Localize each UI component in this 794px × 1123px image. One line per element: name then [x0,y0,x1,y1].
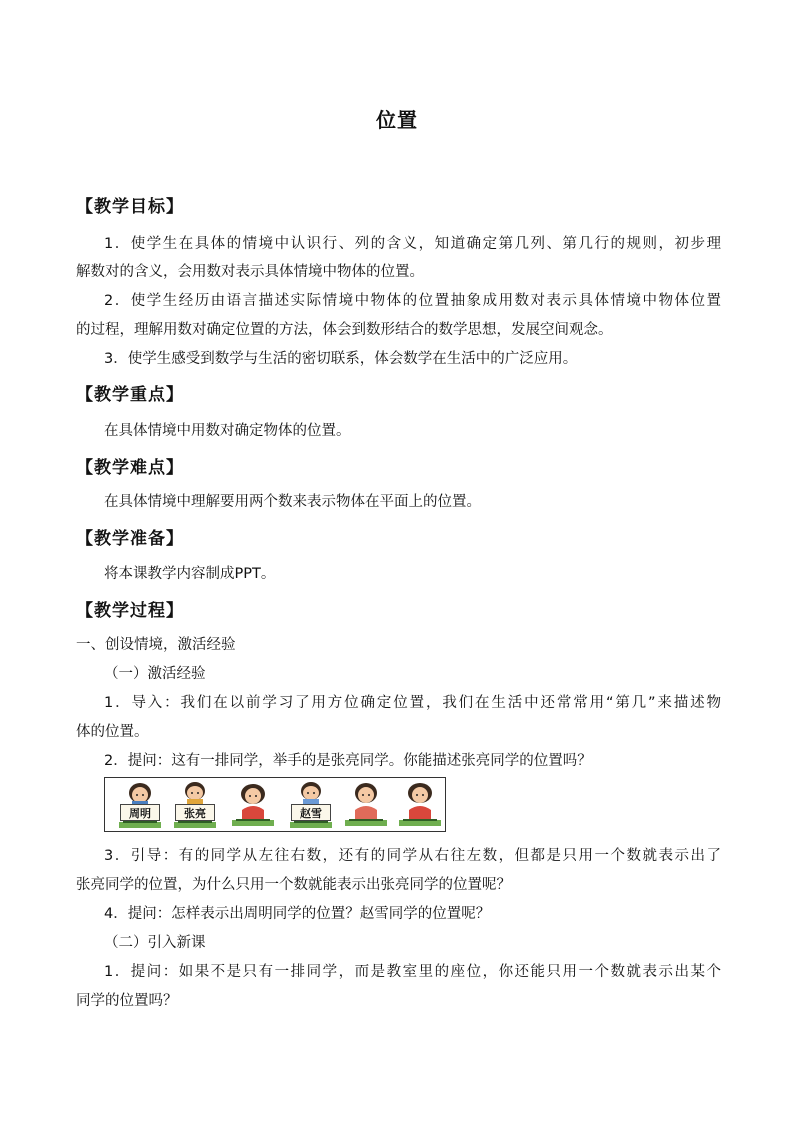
process-sub1-title: （一）激活经验 [104,666,206,682]
key-points-text: 在具体情境中用数对确定物体的位置。 [104,423,351,439]
page-title: 位置 [376,108,418,132]
difficulties-text: 在具体情境中理解要用两个数来表示物体在平面上的位置。 [104,494,481,510]
preparation-heading: 【教学准备】 [76,529,184,549]
objectives-line-3: 2．使学生经历由语言描述实际情境中物体的位置抽象成用数对表示具体情境中物体位置 [104,293,721,309]
student-nameplate: 赵雪 [291,804,331,821]
objectives-line-5: 3．使学生感受到数学与生活的密切联系，体会数学在生活中的广泛应用。 [104,351,578,367]
process-line-a2: 体的位置。 [76,724,149,740]
objectives-line-4: 的过程，理解用数对确定位置的方法，体会到数形结合的数学思想，发展空间观念。 [76,322,613,338]
process-line-b3: 4．提问：怎样表示出周明同学的位置？赵雪同学的位置呢？ [104,906,491,922]
student-figure [395,780,445,830]
objectives-line-1: 1．使学生在具体的情境中认识行、列的含义，知道确定第几列、第几行的规则，初步理 [104,236,721,252]
process-line-c2: 同学的位置吗？ [76,993,178,1009]
process-line-c1: 1．提问：如果不是只有一排同学，而是教室里的座位，你还能只用一个数就表示出某个 [104,964,721,980]
student-nameplate: 周明 [120,804,160,821]
key-points-heading: 【教学重点】 [76,385,184,405]
process-line-b2: 张亮同学的位置，为什么只用一个数就能表示出张亮同学的位置呢？ [76,877,511,893]
student-icon [228,780,278,830]
student-icon [341,780,391,830]
student-nameplate: 张亮 [175,804,215,821]
student-figure [341,780,391,830]
process-line-a3: 2．提问：这有一排同学，举手的是张亮同学。你能描述张亮同学的位置吗？ [104,753,592,769]
objectives-line-2: 解数对的含义，会用数对表示具体情境中物体的位置。 [76,264,424,280]
preparation-text: 将本课教学内容制成PPT。 [104,566,276,582]
process-line-b1: 3．引导：有的同学从左往右数，还有的同学从右往左数，但都是只用一个数就表示出了 [104,848,721,864]
process-part1-title: 一、创设情境，激活经验 [76,637,236,653]
objectives-heading: 【教学目标】 [76,197,184,217]
student-figure [286,780,336,830]
process-heading: 【教学过程】 [76,601,184,621]
process-line-a1: 1．导入：我们在以前学习了用方位确定位置，我们在生活中还常常用“第几”来描述物 [104,695,721,711]
process-sub2-title: （二）引入新课 [104,935,206,951]
student-figure [115,780,165,830]
student-figure [170,780,220,830]
student-icon [395,780,445,830]
students-row-figure [104,777,446,832]
difficulties-heading: 【教学难点】 [76,458,184,478]
student-figure [228,780,278,830]
